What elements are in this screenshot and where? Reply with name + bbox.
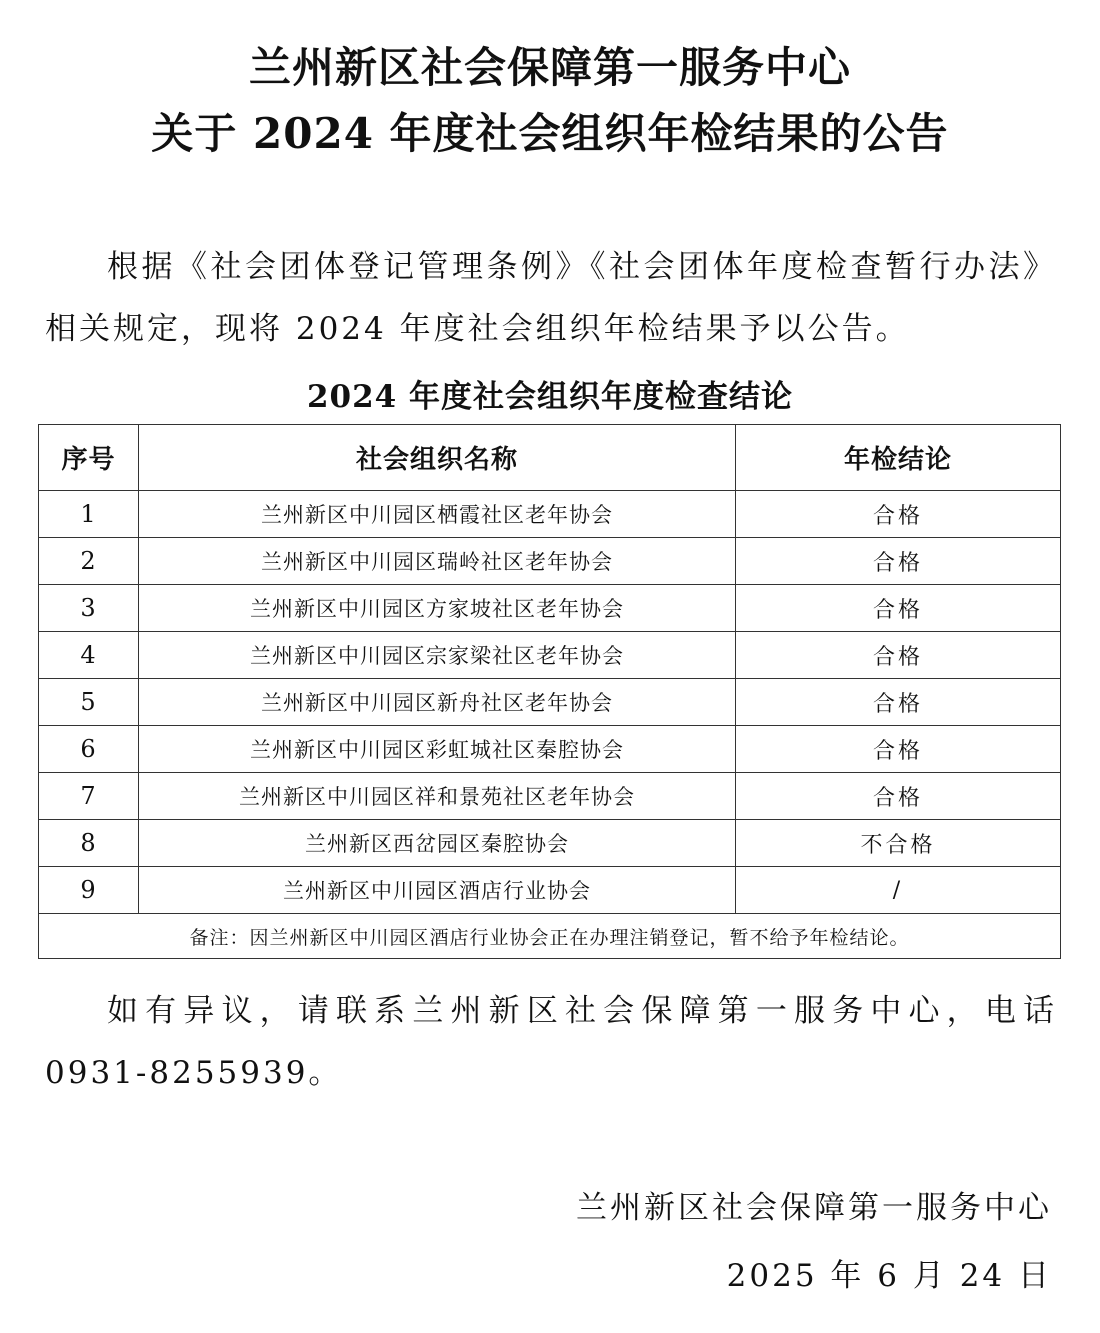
table-header-row: [39, 425, 1061, 491]
contact-paragraph: 如有异议，请联系兰州新区社会保障第一服务中心，电话0931-8255939。: [45, 993, 1057, 1091]
table-row: [39, 820, 1061, 867]
row-org-name: 兰州新区中川园区栖霞社区老年协会: [139, 491, 736, 538]
table-row: [39, 632, 1061, 679]
row-seq: 6: [39, 726, 139, 773]
header-result: 年检结论: [736, 425, 1061, 491]
row-result: 不合格: [736, 820, 1061, 867]
row-seq: 8: [39, 820, 139, 867]
table-row: [39, 679, 1061, 726]
row-org-name: 兰州新区中川园区方家坡社区老年协会: [139, 585, 736, 632]
row-org-name: 兰州新区中川园区宗家梁社区老年协会: [139, 632, 736, 679]
row-seq: 7: [39, 773, 139, 820]
row-result: 合格: [736, 585, 1061, 632]
signature-date: 2025 年 6 月 24 日: [726, 1258, 1052, 1294]
header-name: 社会组织名称: [139, 425, 736, 491]
row-result: 合格: [736, 679, 1061, 726]
signature-organization: 兰州新区社会保障第一服务中心: [576, 1190, 1052, 1226]
row-org-name: 兰州新区中川园区新舟社区老年协会: [139, 679, 736, 726]
row-result: /: [736, 867, 1061, 914]
row-result: 合格: [736, 491, 1061, 538]
table-row: [39, 585, 1061, 632]
row-org-name: 兰州新区中川园区瑞岭社区老年协会: [139, 538, 736, 585]
table-row: [39, 726, 1061, 773]
table-row: [39, 491, 1061, 538]
table-row: [39, 773, 1061, 820]
document-title-line1: 兰州新区社会保障第一服务中心: [248, 43, 851, 92]
results-table: [38, 424, 1061, 959]
row-result: 合格: [736, 773, 1061, 820]
row-result: 合格: [736, 632, 1061, 679]
row-seq: 2: [39, 538, 139, 585]
table-row: [39, 867, 1061, 914]
row-org-name: 兰州新区中川园区彩虹城社区秦腔协会: [139, 726, 736, 773]
table-title: 2024 年度社会组织年度检查结论: [306, 379, 794, 415]
table-row: [39, 538, 1061, 585]
table-note-row: [39, 914, 1061, 959]
row-seq: 9: [39, 867, 139, 914]
header-seq: 序号: [39, 425, 139, 491]
table-note: 备注：因兰州新区中川园区酒店行业协会正在办理注销登记，暂不给予年检结论。: [39, 914, 1061, 959]
row-seq: 3: [39, 585, 139, 632]
document-title-line2: 关于 2024 年度社会组织年检结果的公告: [151, 109, 949, 158]
intro-paragraph: 根据《社会团体登记管理条例》《社会团体年度检查暂行办法》相关规定，现将 2024 年度社会组织年检结果予以公告。: [45, 249, 1057, 347]
row-seq: 5: [39, 679, 139, 726]
row-seq: 4: [39, 632, 139, 679]
row-result: 合格: [736, 726, 1061, 773]
row-seq: 1: [39, 491, 139, 538]
row-result: 合格: [736, 538, 1061, 585]
row-org-name: 兰州新区中川园区酒店行业协会: [139, 867, 736, 914]
row-org-name: 兰州新区中川园区祥和景苑社区老年协会: [139, 773, 736, 820]
row-org-name: 兰州新区西岔园区秦腔协会: [139, 820, 736, 867]
